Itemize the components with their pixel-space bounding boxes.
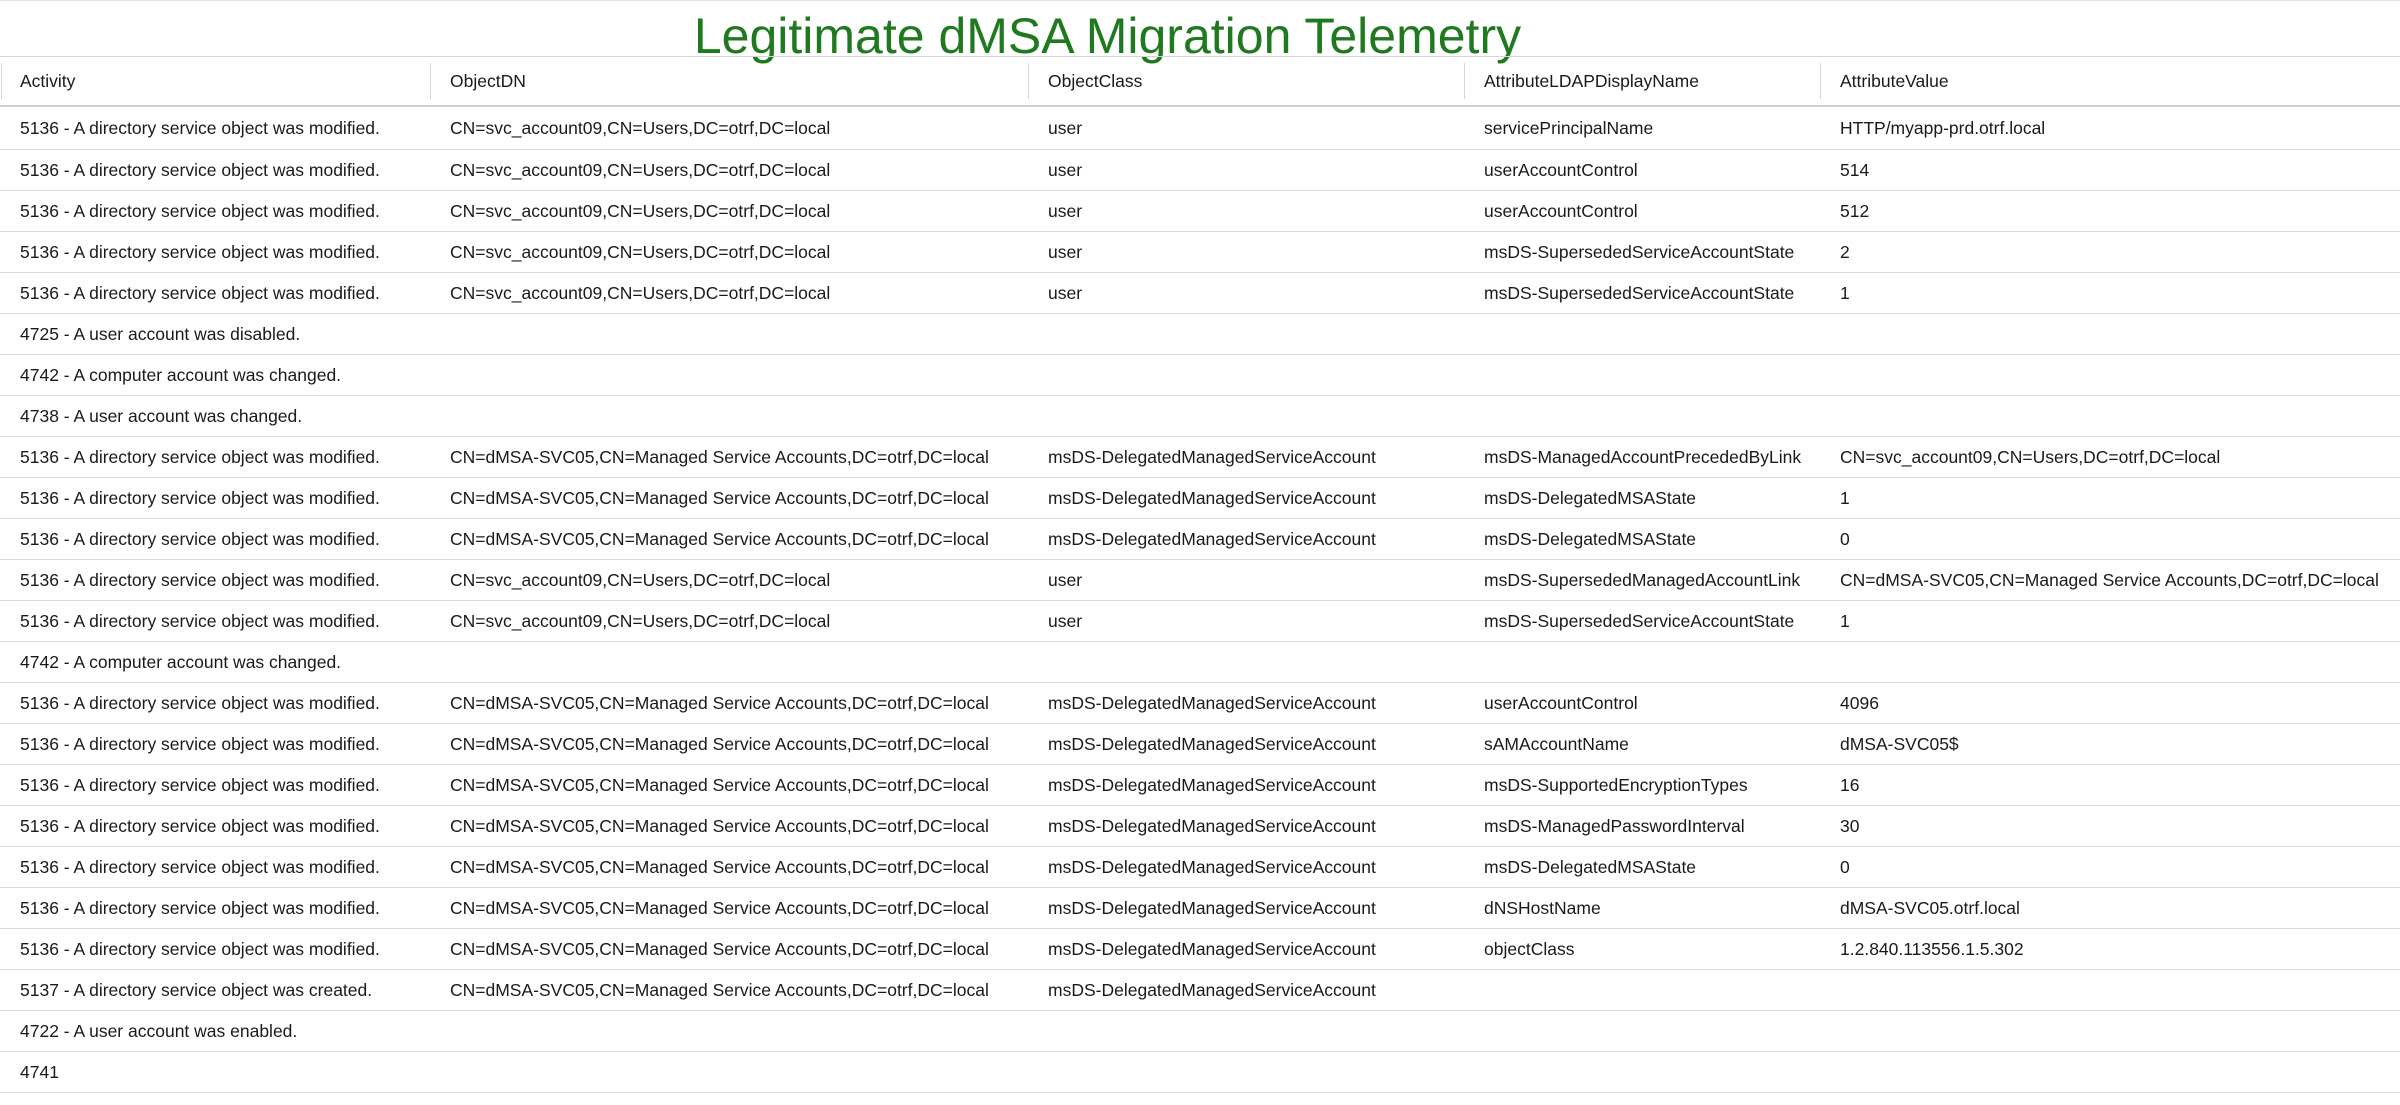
cell-activity: 4725 - A user account was disabled.: [0, 314, 430, 355]
cell-attributevalue: 0: [1820, 519, 2400, 560]
cell-objectdn: [430, 1052, 1028, 1093]
cell-attributeldapdisplayname: [1464, 355, 1820, 396]
cell-attributevalue: 1: [1820, 478, 2400, 519]
cell-activity: 5136 - A directory service object was modified.: [0, 273, 430, 314]
cell-attributevalue: 514: [1820, 150, 2400, 191]
table-row[interactable]: [0, 232, 2400, 273]
cell-attributevalue: [1820, 970, 2400, 1011]
cell-objectdn: CN=dMSA-SVC05,CN=Managed Service Accounts,DC=otrf,DC=local: [430, 478, 1028, 519]
table-row[interactable]: [0, 1011, 2400, 1052]
cell-activity: 4742 - A computer account was changed.: [0, 642, 430, 683]
cell-objectdn: CN=dMSA-SVC05,CN=Managed Service Accounts,DC=otrf,DC=local: [430, 683, 1028, 724]
cell-attributevalue: 1.2.840.113556.1.5.302: [1820, 929, 2400, 970]
cell-attributevalue: 30: [1820, 806, 2400, 847]
cell-activity: 5136 - A directory service object was modified.: [0, 765, 430, 806]
cell-attributeldapdisplayname: [1464, 1011, 1820, 1052]
table-row[interactable]: [0, 560, 2400, 601]
cell-activity: 5136 - A directory service object was modified.: [0, 106, 430, 150]
column-header-objectclass[interactable]: ObjectClass: [1028, 57, 1464, 107]
cell-objectclass: user: [1028, 106, 1464, 150]
table-row[interactable]: [0, 437, 2400, 478]
cell-objectdn: [430, 355, 1028, 396]
cell-activity: 5136 - A directory service object was modified.: [0, 560, 430, 601]
cell-objectdn: CN=dMSA-SVC05,CN=Managed Service Accounts,DC=otrf,DC=local: [430, 888, 1028, 929]
table-header: [0, 57, 2400, 107]
cell-objectclass: [1028, 642, 1464, 683]
cell-objectclass: user: [1028, 191, 1464, 232]
cell-attributevalue: 4096: [1820, 683, 2400, 724]
cell-attributeldapdisplayname: msDS-DelegatedMSAState: [1464, 847, 1820, 888]
cell-objectclass: [1028, 396, 1464, 437]
cell-objectdn: CN=svc_account09,CN=Users,DC=otrf,DC=local: [430, 273, 1028, 314]
cell-objectclass: user: [1028, 273, 1464, 314]
cell-objectclass: msDS-DelegatedManagedServiceAccount: [1028, 970, 1464, 1011]
cell-objectdn: CN=svc_account09,CN=Users,DC=otrf,DC=local: [430, 106, 1028, 150]
table-row[interactable]: [0, 724, 2400, 765]
cell-objectclass: msDS-DelegatedManagedServiceAccount: [1028, 888, 1464, 929]
cell-attributevalue: 1: [1820, 601, 2400, 642]
cell-attributevalue: [1820, 396, 2400, 437]
cell-attributeldapdisplayname: msDS-SupersededServiceAccountState: [1464, 232, 1820, 273]
cell-activity: 5136 - A directory service object was modified.: [0, 150, 430, 191]
cell-activity: 4738 - A user account was changed.: [0, 396, 430, 437]
cell-objectdn: CN=svc_account09,CN=Users,DC=otrf,DC=local: [430, 560, 1028, 601]
cell-activity: 5136 - A directory service object was modified.: [0, 888, 430, 929]
cell-objectdn: CN=dMSA-SVC05,CN=Managed Service Accounts,DC=otrf,DC=local: [430, 437, 1028, 478]
cell-attributeldapdisplayname: msDS-DelegatedMSAState: [1464, 478, 1820, 519]
cell-attributeldapdisplayname: userAccountControl: [1464, 191, 1820, 232]
cell-activity: 5136 - A directory service object was modified.: [0, 191, 430, 232]
cell-objectdn: CN=dMSA-SVC05,CN=Managed Service Accounts,DC=otrf,DC=local: [430, 806, 1028, 847]
cell-attributeldapdisplayname: [1464, 1052, 1820, 1093]
table-row[interactable]: [0, 396, 2400, 437]
table-row[interactable]: [0, 150, 2400, 191]
cell-attributevalue: dMSA-SVC05$: [1820, 724, 2400, 765]
cell-activity: 5136 - A directory service object was modified.: [0, 232, 430, 273]
cell-attributeldapdisplayname: msDS-SupportedEncryptionTypes: [1464, 765, 1820, 806]
cell-objectclass: msDS-DelegatedManagedServiceAccount: [1028, 765, 1464, 806]
table-row[interactable]: [0, 1052, 2400, 1093]
table-row[interactable]: [0, 642, 2400, 683]
cell-objectclass: user: [1028, 232, 1464, 273]
cell-objectclass: [1028, 1052, 1464, 1093]
cell-activity: 5137 - A directory service object was created.: [0, 970, 430, 1011]
cell-attributeldapdisplayname: userAccountControl: [1464, 150, 1820, 191]
table-row[interactable]: [0, 519, 2400, 560]
cell-activity: 5136 - A directory service object was modified.: [0, 601, 430, 642]
table-row[interactable]: [0, 683, 2400, 724]
cell-attributeldapdisplayname: msDS-SupersededServiceAccountState: [1464, 273, 1820, 314]
cell-objectclass: msDS-DelegatedManagedServiceAccount: [1028, 437, 1464, 478]
cell-objectclass: user: [1028, 150, 1464, 191]
column-header-attributeldapdisplayname[interactable]: AttributeLDAPDisplayName: [1464, 57, 1820, 107]
cell-objectdn: [430, 396, 1028, 437]
cell-attributeldapdisplayname: [1464, 970, 1820, 1011]
cell-attributevalue: [1820, 1011, 2400, 1052]
cell-activity: 4741: [0, 1052, 430, 1093]
cell-attributeldapdisplayname: dNSHostName: [1464, 888, 1820, 929]
cell-attributevalue: 0: [1820, 847, 2400, 888]
cell-attributeldapdisplayname: [1464, 314, 1820, 355]
cell-objectdn: CN=svc_account09,CN=Users,DC=otrf,DC=local: [430, 232, 1028, 273]
cell-activity: 5136 - A directory service object was modified.: [0, 724, 430, 765]
cell-attributeldapdisplayname: msDS-DelegatedMSAState: [1464, 519, 1820, 560]
cell-objectdn: [430, 1011, 1028, 1052]
table-row[interactable]: [0, 106, 2400, 150]
cell-objectdn: CN=dMSA-SVC05,CN=Managed Service Accounts,DC=otrf,DC=local: [430, 970, 1028, 1011]
cell-objectdn: [430, 642, 1028, 683]
cell-objectclass: user: [1028, 601, 1464, 642]
cell-attributevalue: 512: [1820, 191, 2400, 232]
table-row[interactable]: [0, 847, 2400, 888]
cell-objectdn: CN=dMSA-SVC05,CN=Managed Service Accounts,DC=otrf,DC=local: [430, 847, 1028, 888]
cell-objectclass: [1028, 1011, 1464, 1052]
table-row[interactable]: [0, 765, 2400, 806]
cell-attributeldapdisplayname: msDS-ManagedAccountPrecededByLink: [1464, 437, 1820, 478]
cell-objectdn: CN=svc_account09,CN=Users,DC=otrf,DC=local: [430, 601, 1028, 642]
cell-objectdn: CN=svc_account09,CN=Users,DC=otrf,DC=local: [430, 150, 1028, 191]
page-title: Legitimate dMSA Migration Telemetry: [693, 8, 1522, 64]
cell-attributevalue: [1820, 314, 2400, 355]
table-row[interactable]: [0, 273, 2400, 314]
cell-attributevalue: 2: [1820, 232, 2400, 273]
cell-attributevalue: [1820, 355, 2400, 396]
cell-attributevalue: [1820, 1052, 2400, 1093]
cell-objectclass: msDS-DelegatedManagedServiceAccount: [1028, 724, 1464, 765]
cell-activity: 5136 - A directory service object was modified.: [0, 683, 430, 724]
column-header-attributevalue[interactable]: AttributeValue: [1820, 57, 2400, 107]
cell-activity: 4722 - A user account was enabled.: [0, 1011, 430, 1052]
cell-objectdn: [430, 314, 1028, 355]
cell-attributeldapdisplayname: sAMAccountName: [1464, 724, 1820, 765]
table-row[interactable]: [0, 806, 2400, 847]
table-row[interactable]: [0, 478, 2400, 519]
cell-objectdn: CN=svc_account09,CN=Users,DC=otrf,DC=local: [430, 191, 1028, 232]
cell-attributeldapdisplayname: msDS-SupersededServiceAccountState: [1464, 601, 1820, 642]
cell-objectclass: [1028, 314, 1464, 355]
cell-objectclass: user: [1028, 560, 1464, 601]
cell-activity: 5136 - A directory service object was modified.: [0, 437, 430, 478]
cell-attributeldapdisplayname: objectClass: [1464, 929, 1820, 970]
table-row[interactable]: [0, 314, 2400, 355]
cell-objectclass: [1028, 355, 1464, 396]
cell-objectdn: CN=dMSA-SVC05,CN=Managed Service Accounts,DC=otrf,DC=local: [430, 724, 1028, 765]
header-row: [0, 57, 2400, 107]
top-divider: [0, 0, 2400, 1]
table-body: [0, 106, 2400, 1093]
cell-objectdn: CN=dMSA-SVC05,CN=Managed Service Accounts,DC=otrf,DC=local: [430, 519, 1028, 560]
cell-activity: 5136 - A directory service object was modified.: [0, 806, 430, 847]
cell-objectclass: msDS-DelegatedManagedServiceAccount: [1028, 478, 1464, 519]
cell-objectclass: msDS-DelegatedManagedServiceAccount: [1028, 683, 1464, 724]
cell-attributevalue: 1: [1820, 273, 2400, 314]
cell-objectclass: msDS-DelegatedManagedServiceAccount: [1028, 519, 1464, 560]
telemetry-table: [0, 56, 2400, 1093]
cell-attributevalue: [1820, 642, 2400, 683]
table-row[interactable]: [0, 355, 2400, 396]
table-row[interactable]: [0, 601, 2400, 642]
cell-attributevalue: dMSA-SVC05.otrf.local: [1820, 888, 2400, 929]
cell-activity: 5136 - A directory service object was modified.: [0, 929, 430, 970]
cell-attributevalue: CN=dMSA-SVC05,CN=Managed Service Accounts,DC=otrf,DC=local: [1820, 560, 2400, 601]
cell-attributeldapdisplayname: userAccountControl: [1464, 683, 1820, 724]
table-row[interactable]: [0, 191, 2400, 232]
cell-attributeldapdisplayname: msDS-ManagedPasswordInterval: [1464, 806, 1820, 847]
cell-objectclass: msDS-DelegatedManagedServiceAccount: [1028, 929, 1464, 970]
cell-attributeldapdisplayname: msDS-SupersededManagedAccountLink: [1464, 560, 1820, 601]
cell-attributevalue: 16: [1820, 765, 2400, 806]
cell-attributeldapdisplayname: [1464, 396, 1820, 437]
cell-objectclass: msDS-DelegatedManagedServiceAccount: [1028, 806, 1464, 847]
cell-attributevalue: HTTP/myapp-prd.otrf.local: [1820, 106, 2400, 150]
cell-attributeldapdisplayname: servicePrincipalName: [1464, 106, 1820, 150]
table-row[interactable]: [0, 970, 2400, 1011]
cell-activity: 5136 - A directory service object was modified.: [0, 847, 430, 888]
cell-objectclass: msDS-DelegatedManagedServiceAccount: [1028, 847, 1464, 888]
column-header-objectdn[interactable]: ObjectDN: [430, 57, 1028, 107]
cell-attributevalue: CN=svc_account09,CN=Users,DC=otrf,DC=local: [1820, 437, 2400, 478]
cell-attributeldapdisplayname: [1464, 642, 1820, 683]
cell-activity: 5136 - A directory service object was modified.: [0, 519, 430, 560]
table-row[interactable]: [0, 929, 2400, 970]
cell-activity: 4742 - A computer account was changed.: [0, 355, 430, 396]
column-header-activity[interactable]: Activity: [0, 57, 430, 107]
cell-objectdn: CN=dMSA-SVC05,CN=Managed Service Accounts,DC=otrf,DC=local: [430, 929, 1028, 970]
cell-objectdn: CN=dMSA-SVC05,CN=Managed Service Accounts,DC=otrf,DC=local: [430, 765, 1028, 806]
cell-activity: 5136 - A directory service object was modified.: [0, 478, 430, 519]
table-row[interactable]: [0, 888, 2400, 929]
